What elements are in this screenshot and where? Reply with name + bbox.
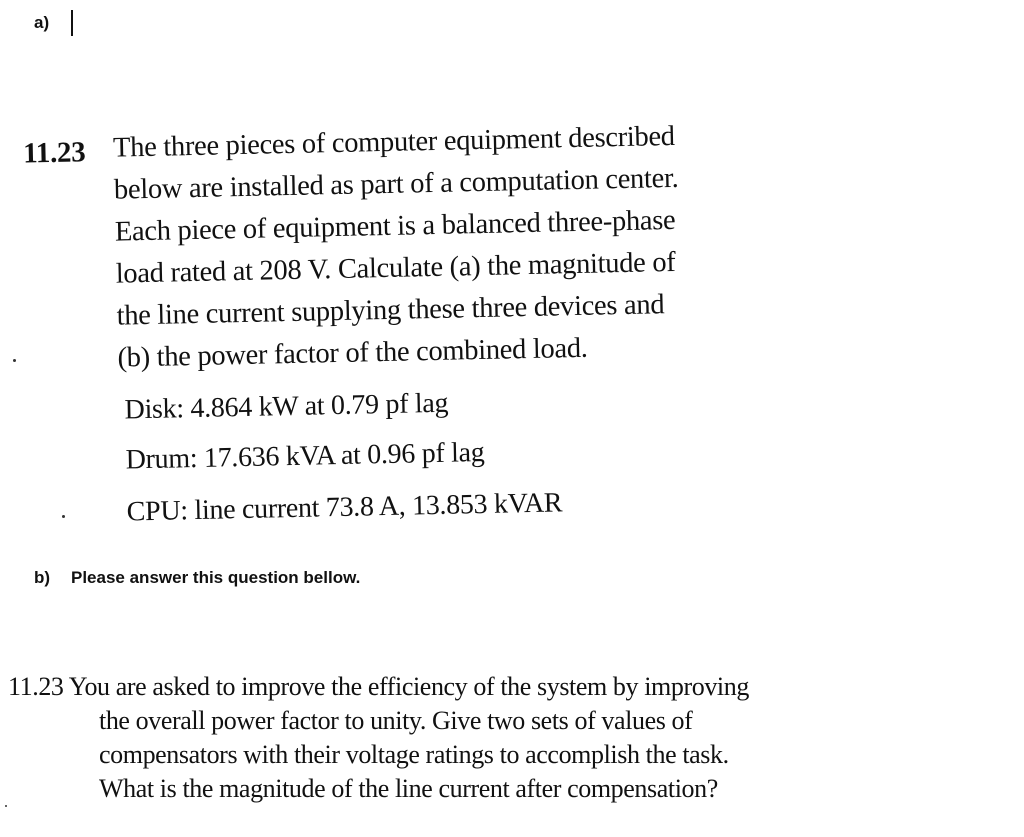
part-b-instruction: Please answer this question bellow. — [71, 568, 361, 587]
problem-2-line: What is the magnitude of the line current after compensation? — [99, 774, 718, 803]
part-a-label: a) — [34, 13, 50, 32]
problem-1-line: The three pieces of computer equipment described — [112, 120, 676, 164]
part-b-label: b) — [34, 568, 51, 587]
problem-1-number: 11.23 — [22, 136, 86, 170]
problem-1-line: Each piece of equipment is a balanced three-phase — [114, 204, 676, 248]
equipment-item-drum: Drum: 17.636 kVA at 0.96 pf lag — [125, 436, 485, 476]
problem-1-line: (b) the power factor of the combined load. — [117, 332, 588, 374]
scan-speck — [62, 515, 65, 518]
scan-speck — [13, 359, 16, 362]
problem-2-line: the overall power factor to unity. Give two sets of values of — [99, 706, 693, 735]
equipment-item-cpu: CPU: line current 73.8 A, 13.853 kVAR — [126, 487, 563, 528]
problem-2-line: You are asked to improve the efficiency of the system by improving — [68, 672, 749, 701]
problem-2-number: 11.23 — [8, 672, 64, 701]
scan-speck — [5, 805, 7, 807]
problem-2-line: compensators with their voltage ratings to accomplish the task. — [99, 740, 729, 769]
problem-1-line: load rated at 208 V. Calculate (a) the magnitude of — [115, 246, 676, 290]
equipment-item-disk: Disk: 4.864 kW at 0.79 pf lag — [124, 387, 449, 426]
problem-1-line: the line current supplying these three devices and — [116, 289, 665, 332]
problem-1-line: below are installed as part of a computation center. — [113, 162, 679, 206]
